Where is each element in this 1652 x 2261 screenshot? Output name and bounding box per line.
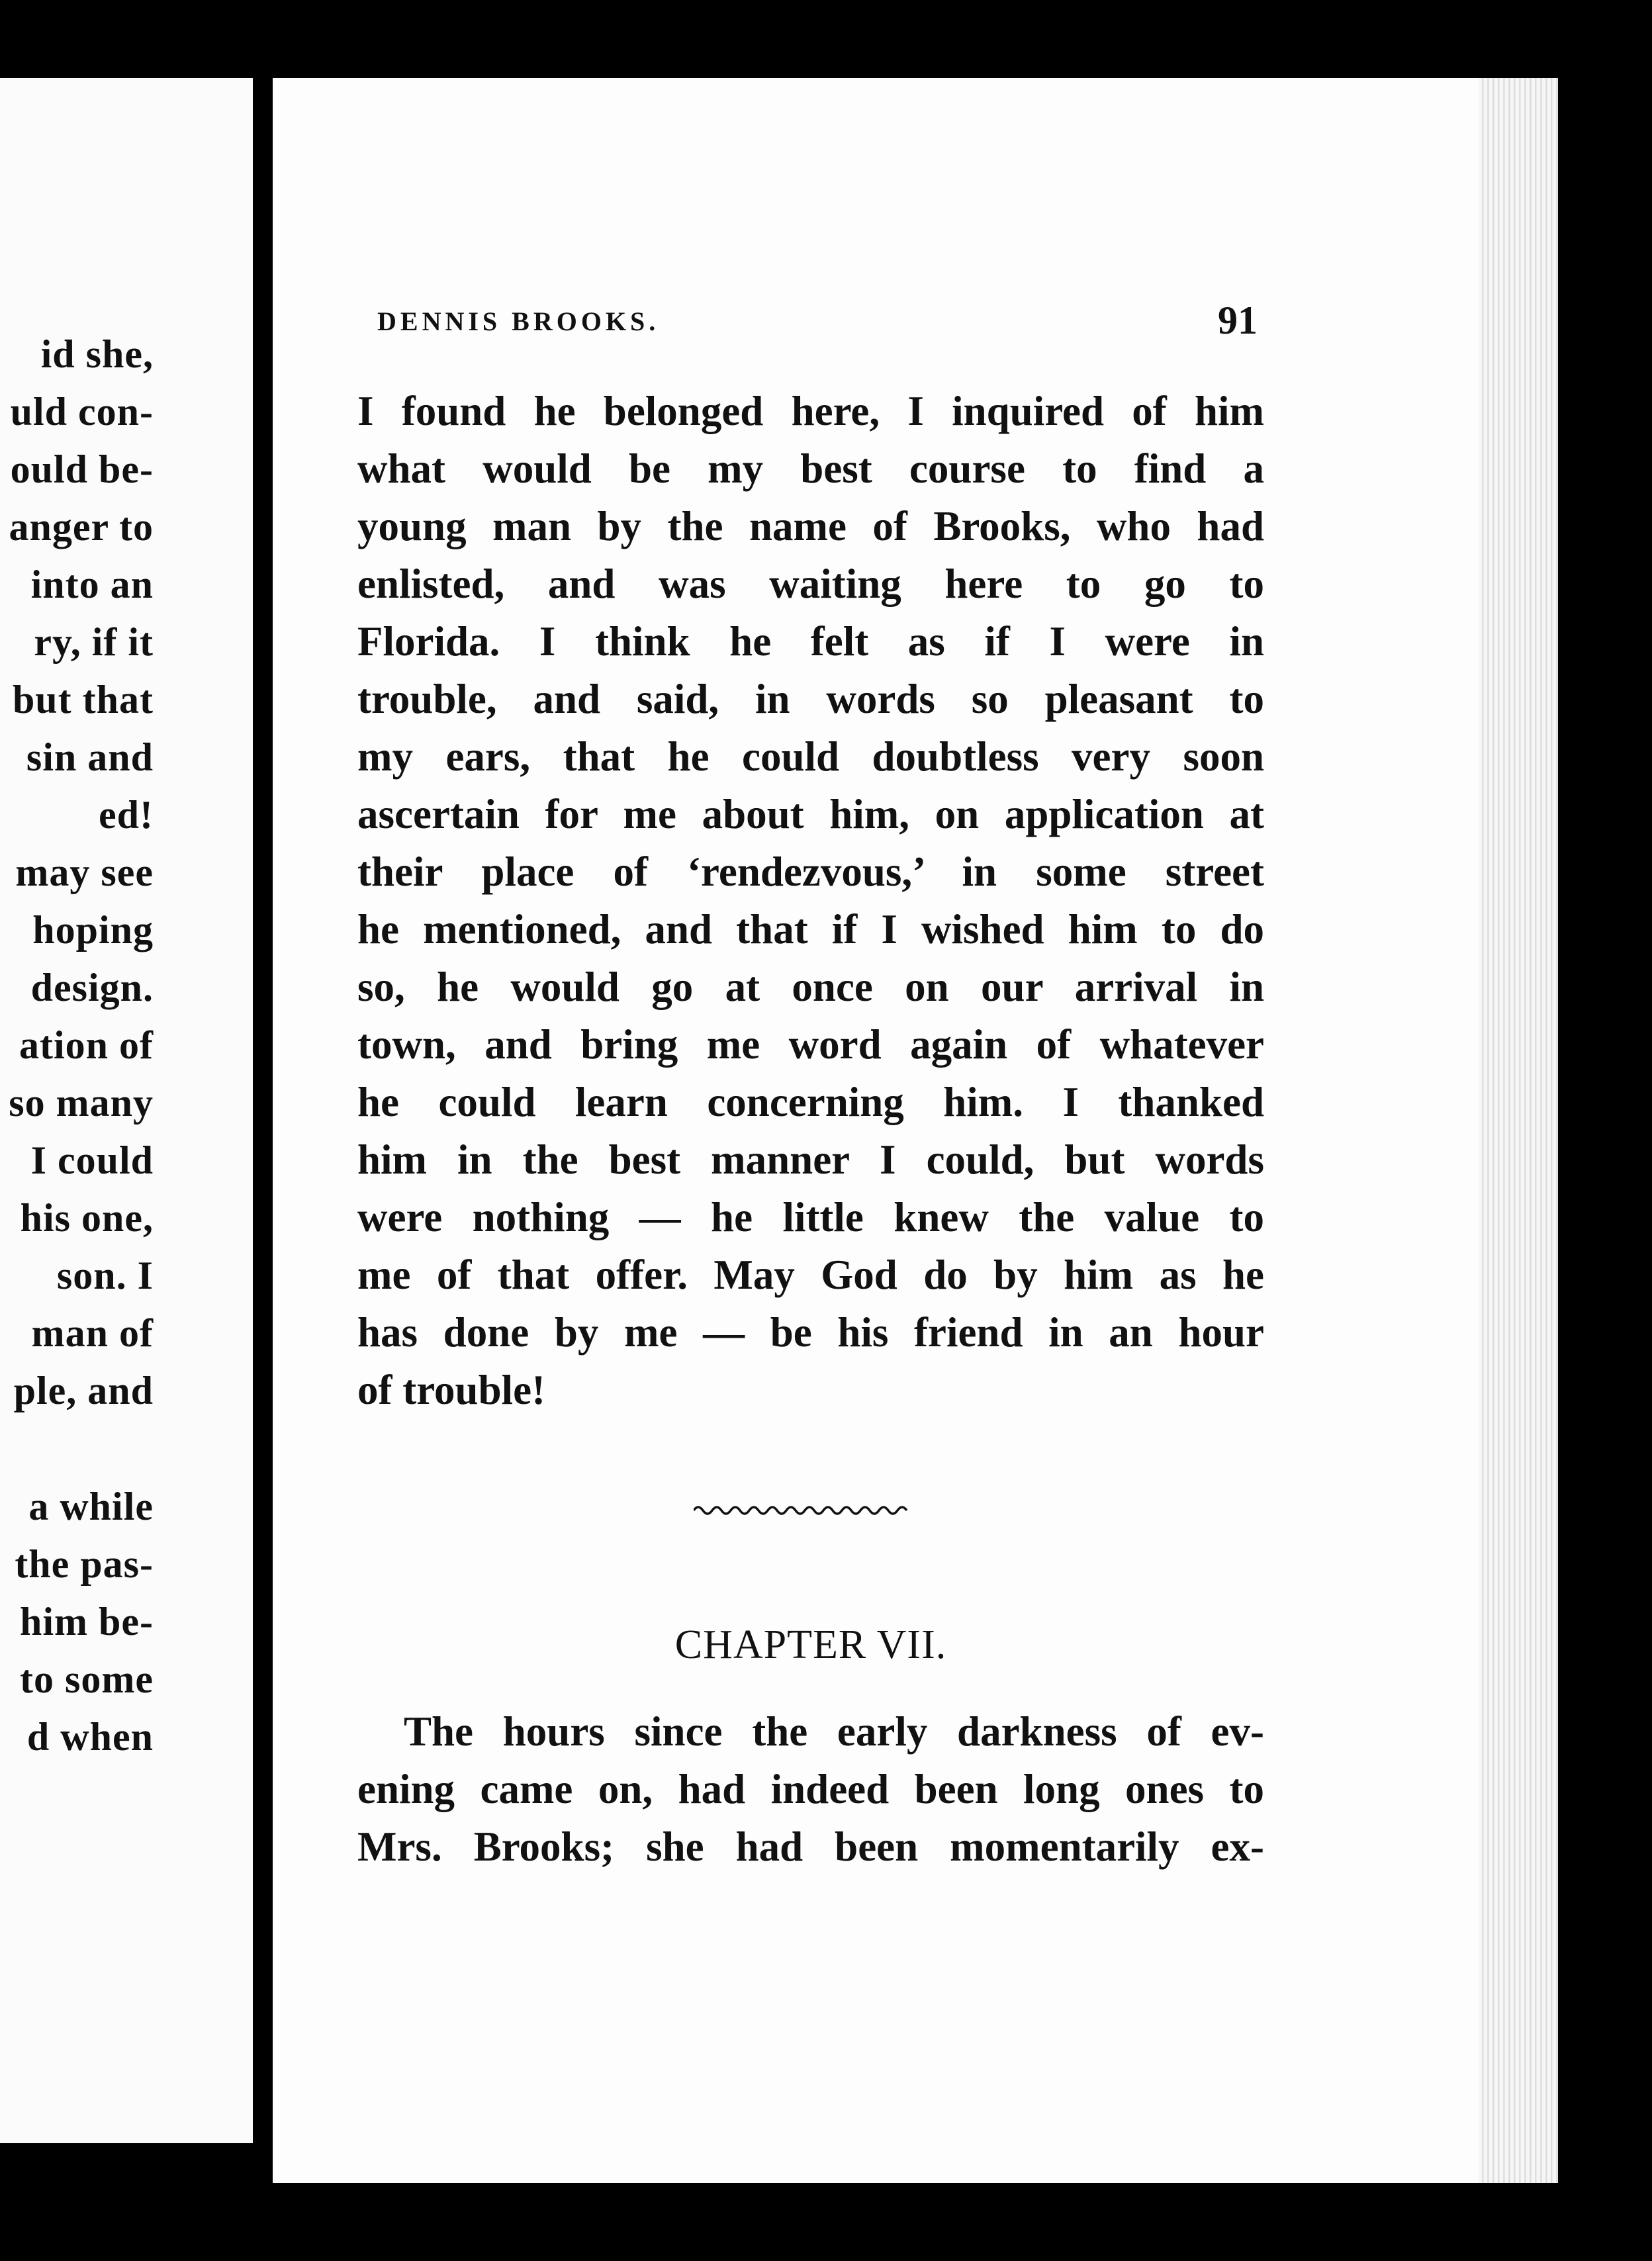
left-page-line: ple, and <box>13 1369 154 1412</box>
left-page-line: but that <box>12 678 154 721</box>
text-line: ascertain for me about him, on application at <box>357 791 1264 837</box>
running-title: DENNIS BROOKS. <box>377 306 660 336</box>
left-page-line: man of <box>31 1311 154 1355</box>
text-line: The hours since the early darkness of ev- <box>404 1708 1264 1755</box>
text-line: has done by me — be his friend in an hour <box>357 1309 1264 1356</box>
section-divider-ornament <box>694 1502 912 1518</box>
left-page-line: anger to <box>9 505 154 549</box>
page-edges <box>1479 78 1558 2183</box>
left-page-line: son. I <box>56 1254 154 1297</box>
text-line: he mentioned, and that if I wished him to do <box>357 906 1264 952</box>
left-page-line: his one, <box>20 1196 154 1240</box>
text-line: Florida. I think he felt as if I were in <box>357 618 1264 665</box>
left-page-line: ould be- <box>10 447 154 491</box>
book-gutter <box>253 78 273 2170</box>
left-page-line: a while <box>28 1485 154 1528</box>
left-page-line: so many <box>9 1081 154 1125</box>
left-page-line: d when <box>26 1715 154 1759</box>
page-number: 91 <box>1218 299 1258 342</box>
text-line: he could learn concerning him. I thanked <box>357 1079 1264 1125</box>
chapter-heading: CHAPTER VII. <box>674 1622 947 1667</box>
text-line: enlisted, and was waiting here to go to <box>357 561 1264 607</box>
text-line: so, he would go at once on our arrival in <box>357 964 1264 1010</box>
left-page-line: him be- <box>20 1600 154 1643</box>
left-page-line: into an <box>30 563 154 606</box>
left-page-line: uld con- <box>10 390 154 434</box>
left-page-line: hoping <box>32 908 154 952</box>
text-line: their place of ‘rendezvous,’ in some street <box>357 849 1264 895</box>
left-page-line: ation of <box>19 1023 154 1067</box>
text-line: me of that offer. May God do by him as he <box>357 1252 1264 1298</box>
text-line: ening came on, had indeed been long ones to <box>357 1766 1264 1812</box>
left-page-line: may see <box>15 851 154 894</box>
left-page-line: design. <box>30 966 154 1009</box>
left-page-line: ed! <box>99 793 154 837</box>
text-line: trouble, and said, in words so pleasant to <box>357 676 1264 722</box>
text-line: what would be my best course to find a <box>357 445 1264 492</box>
left-page-line: ry, if it <box>34 620 154 664</box>
text-line: him in the best manner I could, but words <box>357 1136 1264 1183</box>
text-line: Mrs. Brooks; she had been momentarily ex- <box>357 1823 1264 1870</box>
text-line: young man by the name of Brooks, who had <box>357 503 1264 549</box>
left-page-line: the pas- <box>15 1542 154 1586</box>
text-line: my ears, that he could doubtless very soon <box>357 733 1264 780</box>
left-page-line: to some <box>20 1657 154 1701</box>
running-head <box>377 299 1258 346</box>
text-line: were nothing — he little knew the value to <box>357 1194 1264 1240</box>
left-page <box>0 78 253 2143</box>
text-line: of trouble! <box>357 1367 546 1413</box>
left-page-line: sin and <box>26 735 154 779</box>
text-line: town, and bring me word again of whatever <box>357 1021 1264 1068</box>
text-line: I found he belonged here, I inquired of him <box>357 388 1264 434</box>
left-page-line: I could <box>30 1138 154 1182</box>
left-page-line: id she, <box>40 332 154 376</box>
